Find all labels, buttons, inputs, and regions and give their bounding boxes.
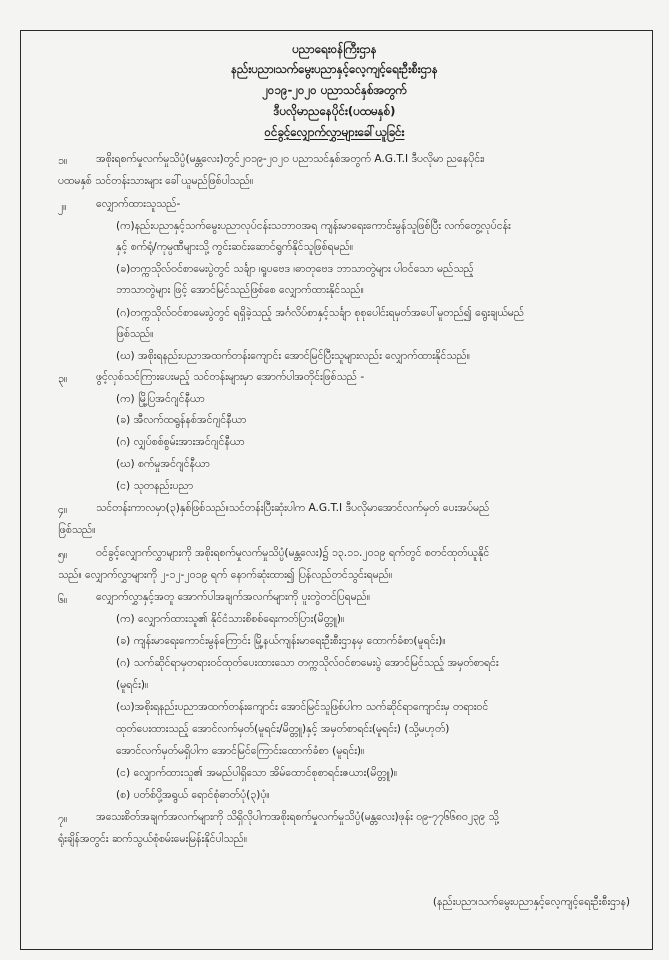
section-5-line-2: သည်။ လျှောက်လွှာများကို ၂-၁၂-၂၀၁၉ ရက် နောက်ဆုံးထား၍ ပြန်လည်တင်သွင်းရမည်။	[58, 569, 393, 581]
section-7-line-2: ရုံးချိန်အတွင်း ဆက်သွယ်စုံစမ်းမေးမြန်းနိုင်ပါသည်။	[58, 833, 248, 845]
section-1-number: ၁။	[58, 155, 68, 167]
section-2-item-c-line-1: (ဂ)တက္ကသိုလ်ဝင်စာမေးပွဲတွင် ရရှိခဲ့သည့် အင်္ဂလိပ်စာနှင့်သင်္ချာ စုစုပေါင်းရမှတ်အပေါ်မူတည်၍ ရွေးချယ်မည်	[116, 307, 525, 319]
section-4-line-1: သင်တန်းကာလမှာ(၃)နှစ်ဖြစ်သည်။သင်တန်းပြီးဆုံးပါက A.G.T.I ဒီပလိုမာအောင်လက်မှတ် ပေးအပ်မည်	[96, 502, 490, 514]
section-2-number: ၂။	[58, 201, 67, 213]
section-2-item-b-line-1: (ခ)တက္ကသိုလ်ဝင်စာမေးပွဲတွင် သင်္ချာ ၊ရူပဗေဒ ၊ဓာတုဗေဒ ဘာသာတွဲများ ပါဝင်သော မည်သည့်	[116, 263, 474, 275]
section-5-line-1: ဝင်ခွင့်လျှောက်လွှာများကို အစိုးရစက်မှုလက်မှုသိပ္ပံ(မန္တလေး)၌ ၁၃.၁၁.၂၀၁၉ ရက်တွင် စတင်ထုတ်ယူနိုင်	[96, 547, 490, 559]
department-title: နည်းပညာ၊သက်မွေးပညာနှင့်လေ့ကျင့်ရေးဦးစီးဌာန	[231, 62, 438, 76]
section-1-line-1: အစိုးရစက်မှုလက်မှုသိပ္ပံ(မန္တလေး)တွင်၂၀၁၉-၂၀၂၀ ပညာသင်နှစ်အတွက် A.G.T.I ဒီပလိုမာ ညနေပိုင်း၊	[96, 153, 485, 165]
section-2-intro: လျှောက်ထားသူသည်-	[96, 198, 181, 210]
issuing-department: (နည်းပညာ၊သက်မွေးပညာနှင့်လေ့ကျင့်ရေးဦးစီးဌာန)	[432, 896, 630, 908]
section-6-item-gh-line-1: (ဃ)အစိုးရနည်းပညာအထက်တန်းကျောင်း အောင်မြင်သူဖြစ်ပါက သက်ဆိုင်ရာကျောင်းမှ တရားဝင်	[116, 701, 489, 713]
section-5-number: ၅။	[58, 549, 68, 561]
ministry-title: ပညာရေးဝန်ကြီးဌာန	[292, 42, 377, 56]
academic-year: ၂၀၁၉-၂၀၂၀ ပညာသင်နှစ်အတွက်	[262, 83, 407, 97]
course-item: (ဃ) စက်မှုအင်ဂျင်နီယာ	[116, 458, 210, 470]
course-item: (ဂ) လျှပ်စစ်စွမ်းအားအင်ဂျင်နီယာ	[116, 436, 245, 448]
section-6-item-g-line-2: (မူရင်း)။	[116, 679, 149, 691]
section-6-intro: လျှောက်လွှာနှင့်အတူ အောက်ပါအချက်အလက်များကို ပူးတွဲတင်ပြရမည်။	[96, 591, 371, 603]
course-item: (ခ) အီလက်ထရွန်နစ်အင်ဂျင်နီယာ	[116, 414, 247, 426]
section-7-line-1: အသေးစိတ်အချက်အလက်များကို သိရှိလိုပါကအစိုးရစက်မှုလက်မှုသိပ္ပံ(မန္တလေး)ဖုန်း ၀၉-၇၇၆၆၈၀၂၃၉ သို့	[96, 811, 499, 823]
section-2-item-c-line-2: ဖြစ်သည်။	[116, 328, 154, 340]
section-2-item-b-line-2: ဘာသာတွဲများ ဖြင့် အောင်မြင်သည်ဖြစ်စေ လျှောက်ထားနိုင်သည်။	[116, 284, 364, 296]
section-1-line-2: ပထမနှစ် သင်တန်းသားများ ခေါ်ယူမည်ဖြစ်ပါသည်။	[58, 175, 254, 187]
section-3-number: ၃။	[58, 373, 68, 385]
section-6-item-gh-line-2: ထုတ်ပေးထားသည့် အောင်လက်မှတ်(မူရင်း/မိတ္တူ)နှင့် အမှတ်စာရင်း(မူရင်း) (သို့မဟုတ်)	[116, 723, 450, 735]
section-6-item-gh-line-3: အောင်လက်မှတ်မရှိပါက အောင်မြင်ကြောင်းထောက်ခံစာ (မူရင်း)။	[116, 745, 365, 757]
section-6-number: ၆။	[58, 594, 68, 606]
announcement-title: ဝင်ခွင့်လျှောက်လွှာများခေါ်ယူခြင်း	[264, 125, 405, 139]
section-7-number: ၇။	[58, 813, 68, 825]
section-4-number: ၄။	[58, 504, 68, 516]
section-6-item-s: (စ) ပတ်စ်ပို့အရွယ် ရောင်စုံဓာတ်ပုံ(၃)ပုံ။	[116, 789, 270, 801]
section-3-intro: ဖွင့်လှစ်သင်ကြားပေးမည့် သင်တန်းများမှာ အောက်ပါအတိုင်းဖြစ်သည် -	[96, 371, 365, 383]
section-6-item-kh: (ခ) ကျန်းမာရေးကောင်းမွန်ကြောင်း မြို့နယ်ကျန်းမာရေးဦးစီးဌာနမှ ထောက်ခံစာ(မူရင်း)။	[116, 635, 446, 647]
program-title: ဒီပလိုမာညနေပိုင်း(ပထမနှစ်)	[273, 104, 396, 118]
section-2-item-a-line-2: နှင့် စက်ရုံ/ကုမ္ပဏီများသို့ ကွင်းဆင်းဆောင်ရွက်နိုင်သူဖြစ်ရမည်။	[116, 241, 354, 253]
section-4-line-2: ဖြစ်သည်။	[58, 524, 96, 536]
section-2-item-d: (ဃ) အစိုးရနည်းပညာအထက်တန်းကျောင်း အောင်မြင်ပြီးသူများလည်း လျှောက်ထားနိုင်သည်။	[116, 350, 470, 362]
section-6-item-g-line-1: (ဂ) သက်ဆိုင်ရာမှတရားဝင်ထုတ်ပေးထားသော တက္ကသိုလ်ဝင်စာမေးပွဲ အောင်မြင်သည့် အမှတ်စာရင်း	[116, 657, 499, 669]
section-2-item-a-line-1: (က)နည်းပညာနှင့်သက်မွေးပညာလုပ်ငန်းသဘာဝအရ ကျန်းမာရေးကောင်းမွန်သူဖြစ်ပြီး လက်တွေ့လုပ်ငန်း	[116, 220, 511, 232]
section-6-item-k: (က) လျှောက်ထားသူ၏ နိုင်ငံသားစိစစ်ရေးကတ်ပြား(မိတ္တူ)။	[116, 613, 345, 625]
section-6-item-ng: (င) လျှောက်ထားသူ၏ အမည်ပါရှိသော အိမ်ထောင်စုစာရင်းဇယား(မိတ္တူ)။	[116, 767, 398, 779]
course-item: (က) မြို့ပြအင်ဂျင်နီယာ	[116, 393, 205, 405]
course-item: (င) သုတနည်းပညာ	[116, 480, 194, 492]
